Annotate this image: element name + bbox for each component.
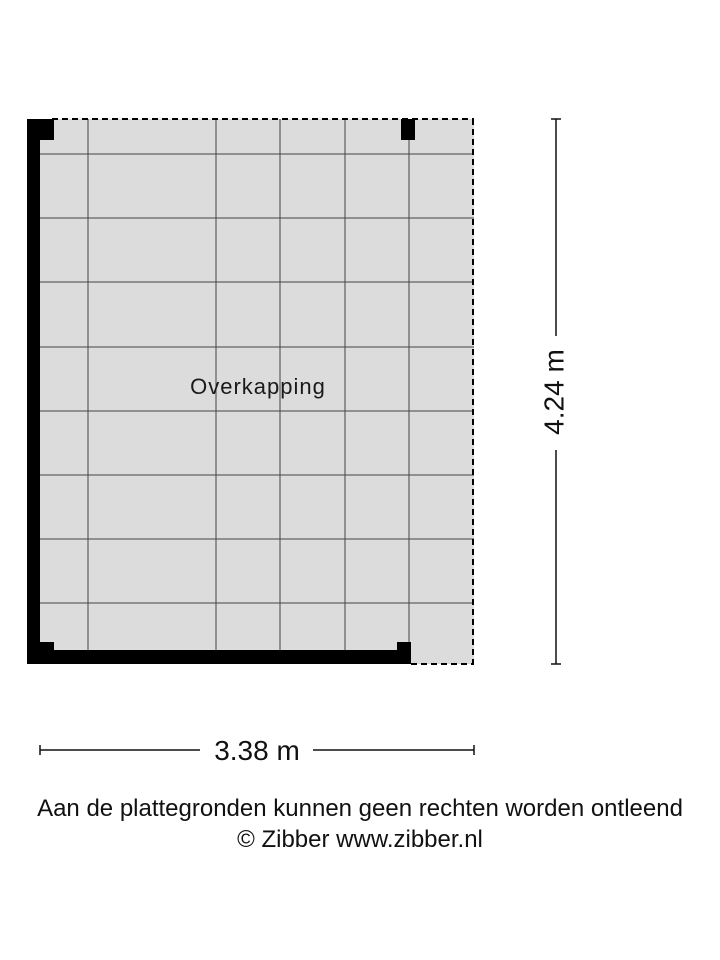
room-label: Overkapping [190, 374, 326, 399]
corner-post-top-left [27, 119, 54, 140]
left-wall [27, 119, 40, 664]
corner-post-top-right [401, 119, 415, 140]
corner-post-bottom-right [397, 642, 411, 664]
disclaimer-text: Aan de plattegronden kunnen geen rechten worden ontleend [37, 795, 683, 822]
height-dimension-label: 4.24 m [538, 349, 570, 435]
copyright-text: © Zibber www.zibber.nl [237, 826, 483, 853]
width-dimension-label: 3.38 m [214, 735, 300, 766]
corner-post-bottom-left [27, 642, 54, 664]
bottom-wall [27, 650, 411, 664]
